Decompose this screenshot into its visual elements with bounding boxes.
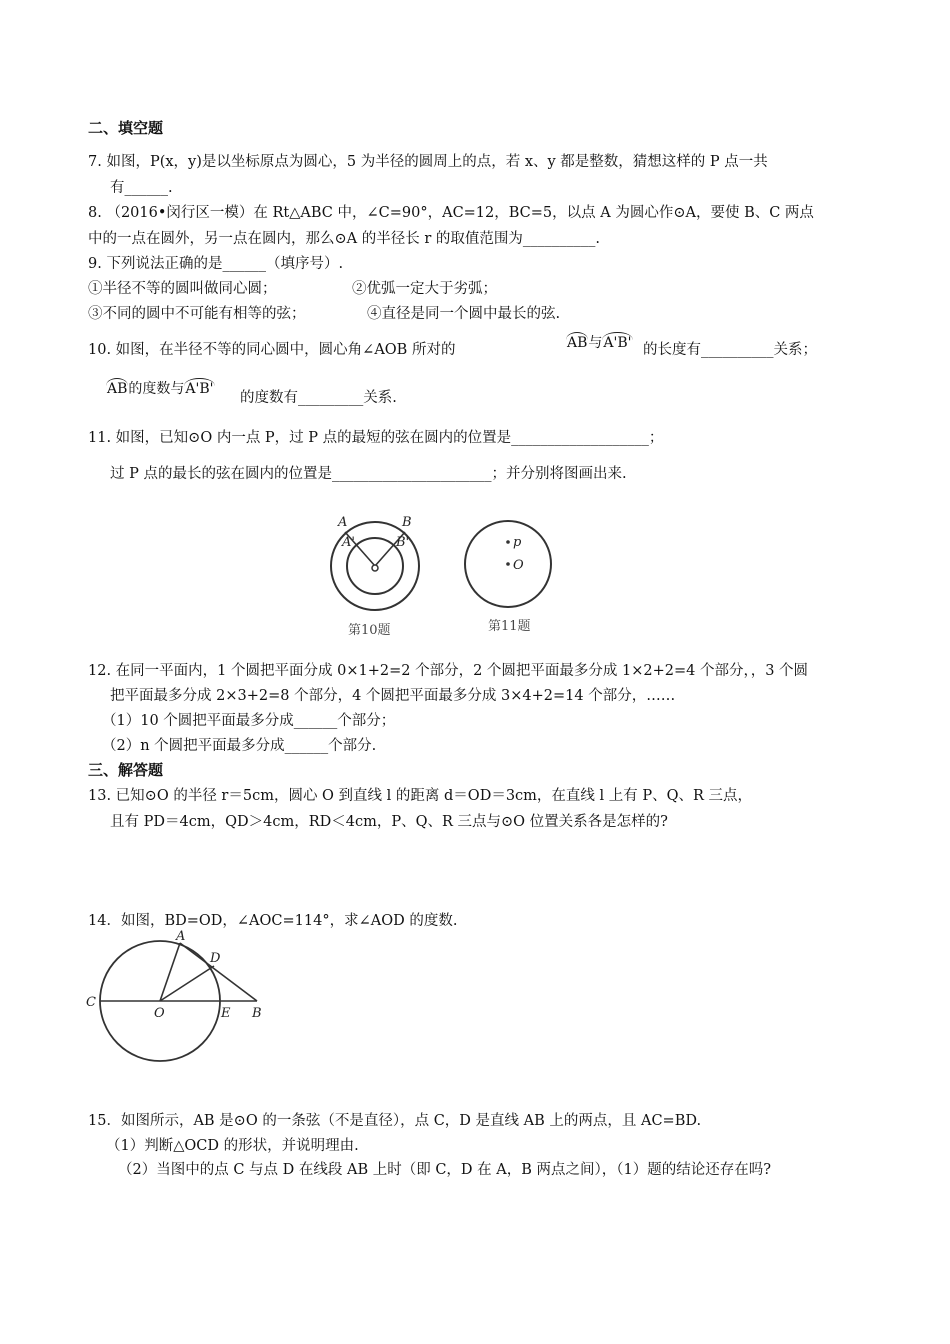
arc-a1b1: A'B' bbox=[602, 332, 632, 351]
q9-option1: ①半径不等的圆叫做同心圆； bbox=[88, 281, 277, 297]
label-b-prime: B' bbox=[396, 535, 410, 550]
label-a: A bbox=[338, 515, 348, 530]
label-b-q14: B bbox=[252, 1006, 262, 1021]
caption-q10: 第10题 bbox=[348, 623, 391, 638]
arc-ab: AB bbox=[566, 332, 588, 351]
q12-sub2: （2）n 个圆把平面最多分成______个部分. bbox=[102, 738, 377, 754]
arc-connector-2: 的度数与 bbox=[128, 381, 185, 397]
q9-option4: ④直径是同一个圆中最长的弦. bbox=[367, 306, 561, 322]
label-o-q14: O bbox=[154, 1006, 165, 1021]
label-a-q14: A bbox=[176, 929, 186, 944]
segment-oa bbox=[160, 943, 180, 1001]
q12-line1: 12. 在同一平面内，1 个圆把平面分成 0×1+2=2 个部分，2 个圆把平面最多分成 1×2+2=4 个部分，，3 个圆 bbox=[88, 663, 809, 679]
label-a-prime: A' bbox=[342, 535, 355, 550]
label-b: B bbox=[402, 515, 412, 530]
q10-suffix1: 的长度有__________关系； bbox=[643, 342, 817, 358]
q14-line1: 14．如图，BD=OD，∠AOC=114°，求∠AOD 的度数. bbox=[88, 913, 458, 929]
q8-line2: 中的一点在圆外，另一点在圆内，那么⊙A 的半径长 r 的取值范围为__________. bbox=[88, 231, 600, 247]
label-e-q14: E bbox=[221, 1006, 231, 1021]
caption-q11: 第11题 bbox=[488, 619, 531, 634]
q10-line2-suffix: 的度数有_________关系. bbox=[240, 390, 397, 406]
q13-line2: 且有 PD＝4cm，QD＞4cm，RD＜4cm，P、Q、R 三点与⊙O 位置关系各是怎样的? bbox=[110, 814, 668, 830]
label-c-q14: C bbox=[86, 995, 96, 1010]
point-o bbox=[506, 562, 510, 566]
label-o: O bbox=[513, 558, 524, 573]
q13-line1: 13. 已知⊙O 的半径 r＝5cm，圆心 O 到直线 l 的距离 d＝OD＝3cm，在直线 l 上有 P、Q、R 三点， bbox=[88, 788, 753, 804]
label-p: p bbox=[513, 535, 522, 550]
arc-a1b1-2: A'B' bbox=[184, 378, 214, 397]
figure-q14 bbox=[82, 928, 272, 1066]
arc-ab-2: AB bbox=[106, 378, 128, 397]
q9-option2: ②优弧一定大于劣弧； bbox=[352, 281, 497, 297]
q15-sub1: （1）判断△OCD 的形状，并说明理由. bbox=[106, 1138, 359, 1154]
q10-arc-expression bbox=[566, 332, 633, 351]
figure-q11 bbox=[458, 512, 558, 640]
q11-line2: 过 P 点的最长的弦在圆内的位置是______________________；并分别将图画出来. bbox=[110, 466, 627, 482]
q11-line1: 11. 如图，已知⊙O 内一点 P，过 P 点的最短的弦在圆内的位置是___________________； bbox=[88, 430, 664, 446]
q7-line1: 7. 如图，P(x，y)是以坐标原点为圆心，5 为半径的圆周上的点，若 x、y 都是整数，猜想这样的 P 点一共 bbox=[88, 154, 768, 170]
segment-od bbox=[160, 966, 214, 1001]
q7-line2: 有______. bbox=[110, 180, 173, 196]
section-title-fill-blank: 二、填空题 bbox=[88, 119, 164, 137]
q12-sub1: （1）10 个圆把平面最多分成______个部分； bbox=[102, 713, 396, 729]
q15-line1: 15．如图所示，AB 是⊙O 的一条弦（不是直径），点 C，D 是直线 AB 上的两点，且 AC=BD. bbox=[88, 1113, 702, 1129]
figure-q10 bbox=[320, 510, 430, 644]
q9-line1: 9. 下列说法正确的是______（填序号）. bbox=[88, 256, 344, 272]
section-title-answer: 三、解答题 bbox=[88, 761, 164, 779]
q10-prefix: 10. 如图，在半径不等的同心圆中，圆心角∠AOB 所对的 bbox=[88, 342, 456, 358]
q9-option3: ③不同的圆中不可能有相等的弦； bbox=[88, 306, 306, 322]
q15-sub2: （2）当图中的点 C 与点 D 在线段 AB 上时（即 C，D 在 A，B 两点之间），（1）题的结论还存在吗? bbox=[118, 1162, 772, 1178]
arc-connector: 与 bbox=[588, 335, 603, 351]
q10-line2-arc-expression bbox=[106, 378, 215, 397]
label-d-q14: D bbox=[210, 951, 221, 966]
q8-line1: 8. （2016•闵行区一模）在 Rt△ABC 中，∠C=90°，AC=12，BC=5，以点 A 为圆心作⊙A，要使 B、C 两点 bbox=[88, 205, 814, 221]
q12-line2: 把平面最多分成 2×3+2=8 个部分，4 个圆把平面最多分成 3×4+2=14 个部分，…… bbox=[110, 688, 676, 704]
center-dot bbox=[372, 565, 378, 571]
point-p bbox=[506, 540, 510, 544]
